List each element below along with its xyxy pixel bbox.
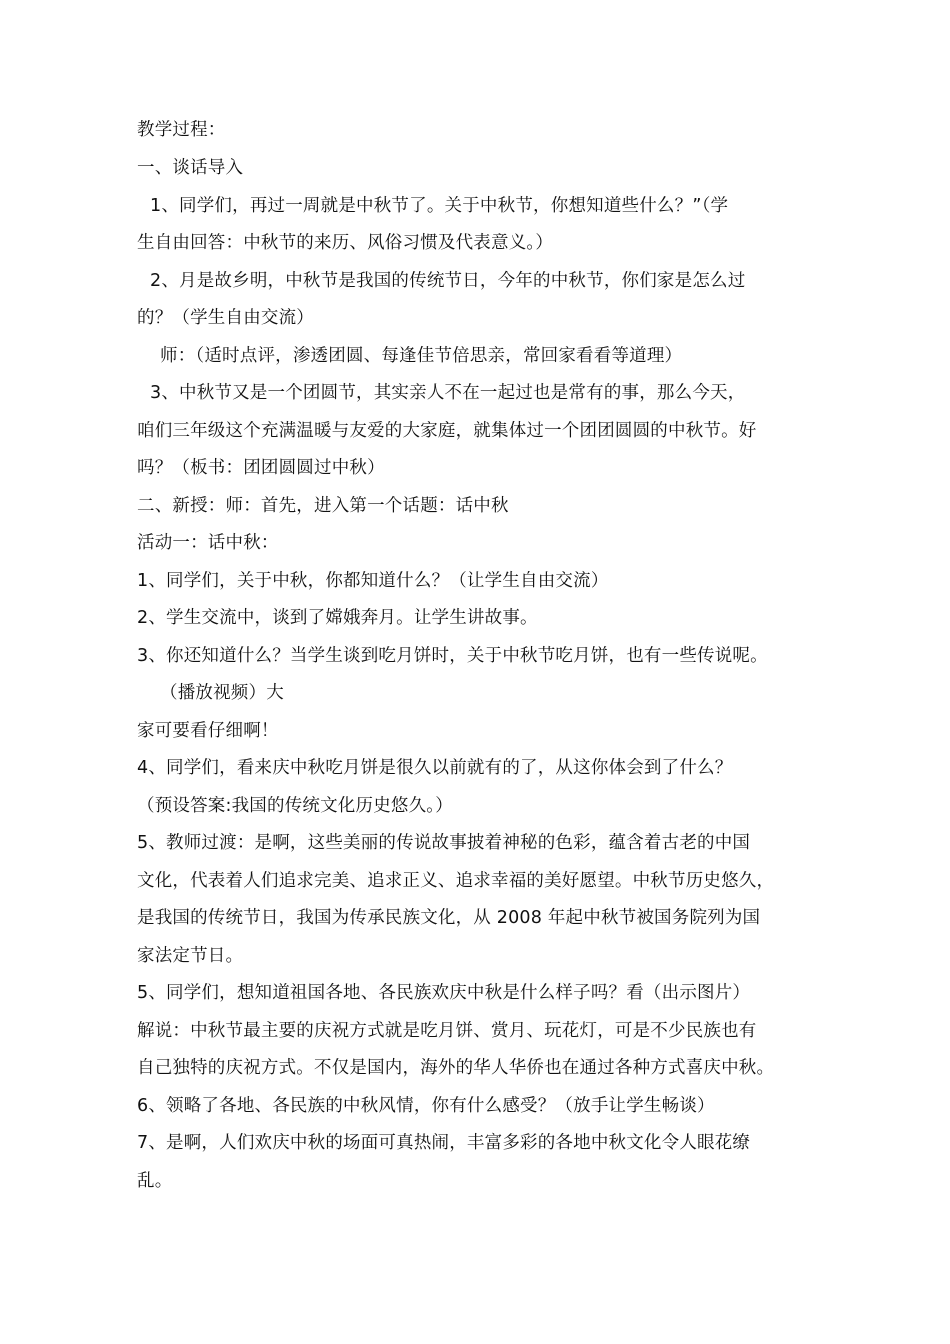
text-line: 2、学生交流中，谈到了嫦娥奔月。让学生讲故事。 — [137, 608, 538, 628]
text-line: 2、月是故乡明，中秋节是我国的传统节日，今年的中秋节，你们家是怎么过 — [150, 271, 746, 291]
text-line: 师：（适时点评，渗透团圆、每逢佳节倍思亲，常回家看看等道理） — [160, 346, 683, 366]
text-line: 3、中秋节又是一个团圆节，其实亲人不在一起过也是常有的事，那么今天， — [150, 383, 746, 403]
text-line: 家法定节日。 — [137, 946, 244, 966]
text-line: 1、同学们，关于中秋，你都知道什么？（让学生自由交流） — [137, 571, 609, 591]
text-line: 4、同学们，看来庆中秋吃月饼是很久以前就有的了，从这你体会到了什么？ — [137, 758, 733, 778]
section-heading-new-lesson: 二、新授：师：首先，进入第一个话题：话中秋 — [137, 496, 509, 516]
text-line: 5、教师过渡：是啊，这些美丽的传说故事披着神秘的色彩，蕴含着古老的中国 — [137, 833, 751, 853]
text-line: 3、你还知道什么？当学生谈到吃月饼时，关于中秋节吃月饼，也有一些传说呢。 — [137, 646, 768, 666]
text-line: 自己独特的庆祝方式。不仅是国内，海外的华人华侨也在通过各种方式喜庆中秋。 — [137, 1058, 775, 1078]
text-line: （预设答案:我国的传统文化历史悠久。） — [137, 796, 453, 816]
text-line: 1、同学们，再过一周就是中秋节了。关于中秋节，你想知道些什么？”（学 — [150, 196, 729, 216]
text-line: 6、领略了各地、各民族的中秋风情，你有什么感受？（放手让学生畅谈） — [137, 1096, 715, 1116]
activity-heading: 活动一：话中秋： — [137, 533, 279, 553]
heading-teaching-process: 教学过程： — [137, 120, 226, 140]
text-line: 文化，代表着人们追求完美、追求正义、追求幸福的美好愿望。中秋节历史悠久， — [137, 871, 775, 891]
text-line: 7、是啊，人们欢庆中秋的场面可真热闹，丰富多彩的各地中秋文化令人眼花缭 — [137, 1133, 751, 1153]
text-line: 5、同学们，想知道祖国各地、各民族欢庆中秋是什么样子吗？看（出示图片） — [137, 983, 751, 1003]
text-line: 咱们三年级这个充满温暖与友爱的大家庭，就集体过一个团团圆圆的中秋节。好 — [137, 421, 757, 441]
text-line: （播放视频）大 — [160, 683, 284, 703]
section-heading-intro: 一、谈话导入 — [137, 158, 244, 178]
text-line: 乱。 — [137, 1171, 173, 1191]
text-line: 解说：中秋节最主要的庆祝方式就是吃月饼、赏月、玩花灯，可是不少民族也有 — [137, 1021, 757, 1041]
text-line: 吗？（板书：团团圆圆过中秋） — [137, 458, 385, 478]
text-line: 的？（学生自由交流） — [137, 308, 314, 328]
text-line: 是我国的传统节日，我国为传承民族文化，从 2008 年起中秋节被国务院列为国 — [137, 908, 761, 928]
text-line: 家可要看仔细啊！ — [137, 721, 279, 741]
text-line: 生自由回答：中秋节的来历、风俗习惯及代表意义。） — [137, 233, 554, 253]
